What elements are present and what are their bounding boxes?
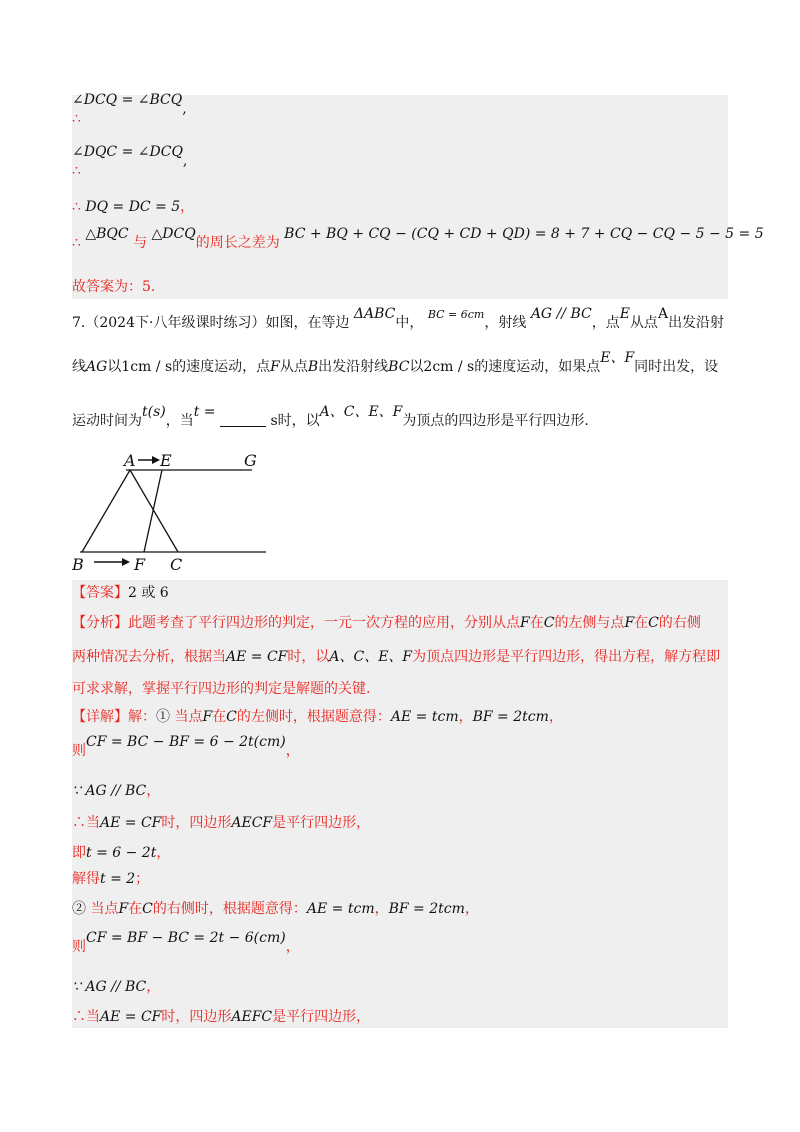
answer-line: 【答案】2 或 6 xyxy=(72,585,169,601)
prev-line-2: ∠DQC = ∠DCQ, xyxy=(72,144,188,169)
prev-line-4: ∴ △BQC 与 △DCQ的周长之差为 BC + BQ + CQ − (CQ + CD + QD) = 8 + 7 + CQ − CQ − 5 − 5 = 5 xyxy=(72,226,764,251)
geometry-figure xyxy=(72,448,272,572)
label-a: A xyxy=(124,451,136,470)
detail-line-6: 解得t = 2； xyxy=(72,871,150,887)
detail-line-5: 即t = 6 − 2t， xyxy=(72,845,171,861)
prev-answer: 故答案为：5. xyxy=(72,279,156,295)
prev-line-1: ∠DCQ = ∠BCQ, xyxy=(72,92,187,117)
problem-7-line-3: 运动时间为t(s)，当t = s时，以A、C、E、F为顶点的四边形是平行四边形. xyxy=(72,404,589,429)
segment-ef xyxy=(144,470,162,552)
prev-line-3: ∴ DQ = DC = 5， xyxy=(72,199,195,215)
analysis-line-1: 【分析】此题考查了平行四边形的判定，一元一次方程的应用，分别从点F在C的左侧与点F在C的右侧 xyxy=(72,615,701,631)
detail-line-4: ∴当AE = CF时，四边形AECF是平行四边形， xyxy=(72,815,371,831)
detail-line-2: 则CF = BC − BF = 6 − 2t(cm)， xyxy=(72,734,300,759)
detail-line-8: 则CF = BF − BC = 2t − 6(cm)， xyxy=(72,930,300,955)
segment-ac xyxy=(130,470,178,552)
arrow-e-head xyxy=(152,456,160,464)
detail-line-9: ∵ AG // BC， xyxy=(72,979,161,995)
problem-7-line-2: 线AG以1cm / s的速度运动，点F从点B出发沿射线BC以2cm / s的速度运动，如果点E、F同时出发，设 xyxy=(72,350,719,375)
answer-blank[interactable] xyxy=(220,412,266,427)
prev-therefore-2: ∴ xyxy=(72,163,81,179)
label-e: E xyxy=(160,451,172,470)
label-b: B xyxy=(72,555,84,572)
label-c: C xyxy=(170,555,183,572)
problem-7-line-1: 7.（2024下·八年级课时练习）如图，在等边 ΔABC中， $^{BC = 6cm}$，射线 AG // BC，点E从点A出发沿射 xyxy=(72,306,725,331)
prev-therefore-1: ∴ xyxy=(72,111,81,127)
analysis-line-2: 两种情况去分析，根据当AE = CF时，以A、C、E、F为顶点四边形是平行四边形，得出方程，解方程即 xyxy=(72,649,721,665)
label-g: G xyxy=(244,451,257,470)
label-f: F xyxy=(134,555,146,572)
detail-line-10: ∴当AE = CF时，四边形AEFC是平行四边形， xyxy=(72,1009,371,1025)
detail-line-7: ② 当点F在C的右侧时，根据题意得：AE = tcm，BF = 2tcm， xyxy=(72,901,479,917)
segment-ab xyxy=(82,470,130,552)
detail-line-3: ∵ AG // BC， xyxy=(72,783,161,799)
analysis-line-3: 可求求解，掌握平行四边形的判定是解题的关键. xyxy=(72,681,371,697)
detail-line-1: 【详解】解：① 当点F在C的左侧时，根据题意得：AE = tcm，BF = 2tcm， xyxy=(72,709,563,725)
arrow-f-head xyxy=(122,558,130,566)
